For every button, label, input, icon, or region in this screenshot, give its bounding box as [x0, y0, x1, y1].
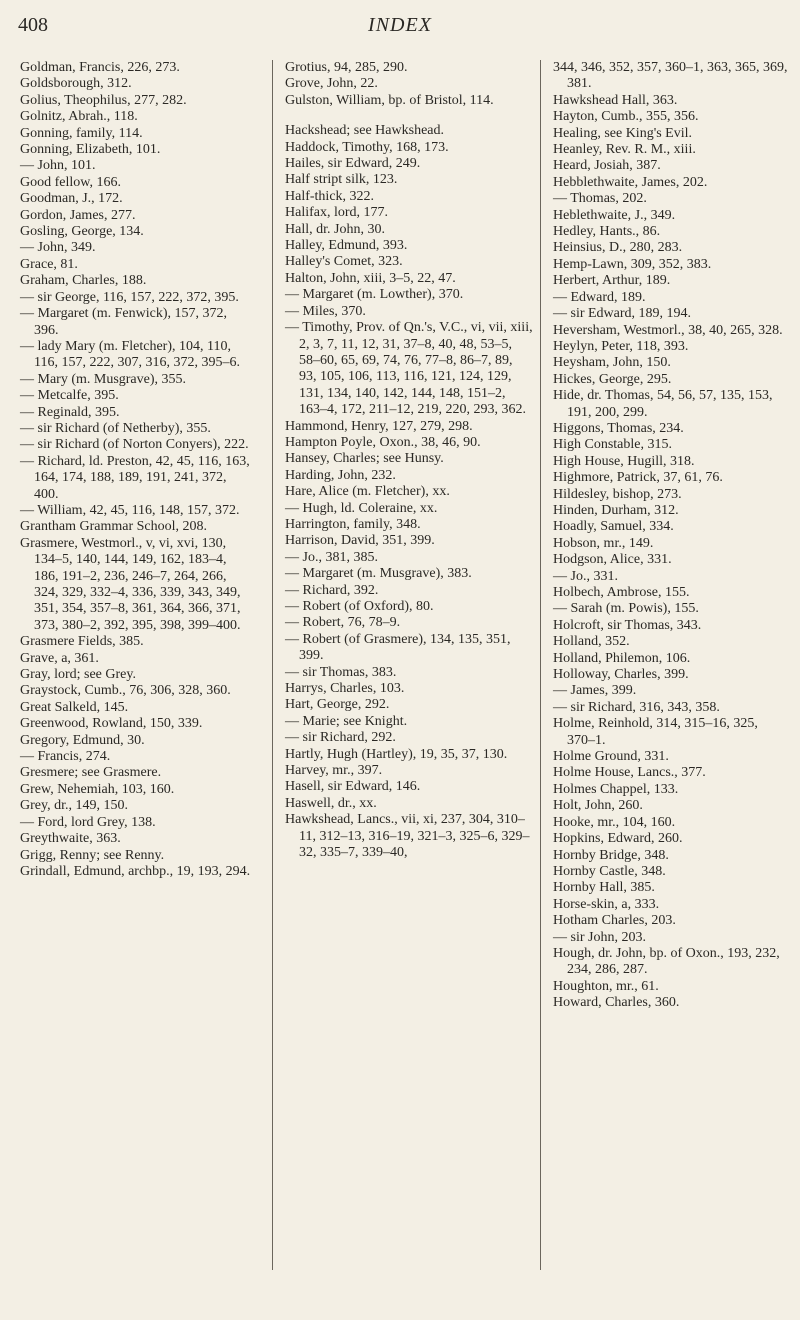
index-entry: Holme Ground, 331.: [553, 749, 669, 765]
index-entry: Hinden, Durham, 312.: [553, 502, 679, 518]
index-entry: Hornby Castle, 348.: [553, 863, 666, 879]
index-entry: Greenwood, Rowland, 150, 339.: [20, 716, 203, 732]
index-entry: Grey, dr., 149, 150.: [20, 798, 128, 814]
index-entry: Harrison, David, 351, 399.: [285, 533, 435, 549]
index-entry: Harding, John, 232.: [285, 467, 396, 483]
index-entry: Haswell, dr., xx.: [285, 795, 377, 811]
index-column-1: [20, 60, 252, 880]
index-entry: Hotham Charles, 203.: [553, 913, 676, 929]
index-column-2: [272, 60, 533, 1270]
index-entry: Great Salkeld, 145.: [20, 699, 129, 715]
index-entry: — James, 399.: [553, 683, 637, 699]
index-entry: Hobson, mr., 149.: [553, 535, 654, 551]
index-entry: — Richard, ld. Preston, 42, 45, 116, 163, 164, 174, 188, 189, 191, 241, 372, 400.: [20, 453, 250, 502]
index-entry: — sir Richard (of Norton Conyers), 222.: [20, 437, 249, 453]
index-entry: — John, 349.: [20, 240, 96, 256]
index-entry: Hoadly, Samuel, 334.: [553, 519, 674, 535]
index-entry: Holmes Chappel, 133.: [553, 781, 679, 797]
index-entry: Herbert, Arthur, 189.: [553, 273, 671, 289]
index-entry: Hansey, Charles; see Hunsy.: [285, 451, 444, 467]
index-entry: High Constable, 315.: [553, 437, 672, 453]
index-entry: — Margaret (m. Musgrave), 383.: [285, 566, 472, 582]
index-entry: Gordon, James, 277.: [20, 207, 136, 223]
index-entry: Heard, Josiah, 387.: [553, 158, 661, 174]
index-entry: Holme, Reinhold, 314, 315–16, 325, 370–1.: [553, 716, 758, 748]
index-entry: Golnitz, Abrah., 118.: [20, 109, 138, 125]
index-entry: Hickes, George, 295.: [553, 371, 672, 387]
index-entry: — Sarah (m. Powis), 155.: [553, 601, 699, 617]
index-entry: — Thomas, 202.: [553, 191, 647, 207]
index-entry: Houghton, mr., 61.: [553, 978, 659, 994]
index-entry: Halley's Comet, 323.: [285, 254, 403, 270]
index-entry: Hayton, Cumb., 355, 356.: [553, 109, 699, 125]
index-entry: 344, 346, 352, 357, 360–1, 363, 365, 369, 381.: [553, 60, 788, 92]
index-entry: Gresmere; see Grasmere.: [20, 765, 162, 781]
index-entry: Grace, 81.: [20, 256, 78, 272]
index-entry: Holland, Philemon, 106.: [553, 650, 691, 666]
index-entry: Hildesley, bishop, 273.: [553, 486, 682, 502]
index-entry: Hailes, sir Edward, 249.: [285, 156, 421, 172]
index-entry: — Ford, lord Grey, 138.: [20, 814, 156, 830]
index-entry: Heysham, John, 150.: [553, 355, 671, 371]
index-entry: Grew, Nehemiah, 103, 160.: [20, 781, 175, 797]
index-entry: — Francis, 274.: [20, 749, 111, 765]
index-entry: — Margaret (m. Lowther), 370.: [285, 287, 464, 303]
index-entry: Holbech, Ambrose, 155.: [553, 585, 690, 600]
index-entry: Hammond, Henry, 127, 279, 298.: [285, 418, 473, 434]
index-entry: — sir Richard, 316, 343, 358.: [553, 699, 720, 715]
index-entry: — sir Edward, 189, 194.: [553, 306, 692, 322]
index-entry: Hebblethwaite, James, 202.: [553, 174, 708, 190]
index-entry: Higgons, Thomas, 234.: [553, 420, 684, 436]
index-entry: Heinsius, D., 280, 283.: [553, 240, 683, 256]
index-entry: Greythwaite, 363.: [20, 831, 121, 847]
index-entry: — Jo., 331.: [553, 568, 618, 584]
index-entry: Grove, John, 22.: [285, 76, 378, 92]
index-entry: Gray, lord; see Grey.: [20, 667, 136, 683]
index-entry: Half stript silk, 123.: [285, 172, 398, 188]
index-entry: Harrington, family, 348.: [285, 516, 421, 532]
index-entry: Grotius, 94, 285, 290.: [285, 60, 408, 75]
index-entry: Grantham Grammar School, 208.: [20, 519, 208, 535]
index-entry: — John, 101.: [20, 158, 96, 174]
index-entry: Grasmere Fields, 385.: [20, 634, 144, 650]
index-entry: — Jo., 381, 385.: [285, 549, 378, 565]
index-entry: Grasmere, Westmorl., v, vi, xvi, 130, 134–5, 140, 144, 149, 162, 183–4, 186, 191–2, 236, 246–7, 264, 266, 324, 329, 332–4, 336, 339, 343, 349, 351, 354, 357–8, 361, 364, 366, 371, 373, 380–2, 392, 395, 398, 399–400.: [20, 535, 241, 633]
index-entry: — sir Thomas, 383.: [285, 664, 397, 680]
index-entry: — lady Mary (m. Fletcher), 104, 110, 116, 157, 222, 307, 316, 372, 395–6.: [20, 338, 240, 371]
index-entry: Gosling, George, 134.: [20, 224, 144, 240]
index-entry: Hare, Alice (m. Fletcher), xx.: [285, 484, 450, 500]
index-entry: Horse-skin, a, 333.: [553, 896, 660, 912]
index-entry: Gonning, family, 114.: [20, 125, 143, 141]
index-entry: Hedley, Hants., 86.: [553, 224, 661, 240]
index-entry: Hawkshead Hall, 363.: [553, 92, 678, 108]
index-entry: — Metcalfe, 395.: [20, 388, 119, 404]
index-entry: Harvey, mr., 397.: [285, 763, 383, 779]
index-entry: Hasell, sir Edward, 146.: [285, 779, 421, 795]
index-entry: Half-thick, 322.: [285, 188, 375, 204]
index-entry: Goodman, J., 172.: [20, 191, 123, 207]
index-entry: — Richard, 392.: [285, 582, 379, 598]
index-entry: Good fellow, 166.: [20, 174, 121, 190]
index-entry: Hart, George, 292.: [285, 697, 390, 713]
index-entry: — Reginald, 395.: [20, 404, 120, 420]
index-entry: Hawkshead, Lancs., vii, xi, 237, 304, 310–11, 312–13, 316–19, 321–3, 325–6, 329–32, 335–7, 339–40,: [285, 812, 530, 861]
index-entry: Graystock, Cumb., 76, 306, 328, 360.: [20, 683, 231, 699]
index-entry: Heversham, Westmorl., 38, 40, 265, 328.: [553, 322, 783, 338]
index-entry: Heblethwaite, J., 349.: [553, 207, 676, 223]
index-entry: Heanley, Rev. R. M., xiii.: [553, 142, 696, 158]
page-header: [0, 0, 800, 60]
index-entry: Harrys, Charles, 103.: [285, 681, 405, 697]
index-entry: Golius, Theophilus, 277, 282.: [20, 92, 187, 108]
index-entry: Hampton Poyle, Oxon., 38, 46, 90.: [285, 434, 481, 450]
index-entry: — Edward, 189.: [553, 289, 646, 305]
index-entry: Heylyn, Peter, 118, 393.: [553, 338, 689, 354]
index-entry: Halley, Edmund, 393.: [285, 238, 408, 254]
index-entry: — Miles, 370.: [285, 303, 366, 319]
index-entry: Hide, dr. Thomas, 54, 56, 57, 135, 153, 191, 200, 299.: [553, 388, 773, 420]
index-entry: Holcroft, sir Thomas, 343.: [553, 617, 702, 633]
index-entry: — Robert (of Oxford), 80.: [285, 599, 434, 614]
index-entry: Hornby Hall, 385.: [553, 880, 655, 896]
index-entry: — Robert, 76, 78–9.: [285, 615, 401, 631]
index-entry: — Robert (of Grasmere), 134, 135, 351, 399.: [285, 631, 511, 664]
index-entry: Halton, John, xiii, 3–5, 22, 47.: [285, 270, 456, 286]
index-entry: Hartly, Hugh (Hartley), 19, 35, 37, 130.: [285, 746, 508, 762]
index-entry: Goldsborough, 312.: [20, 76, 132, 92]
index-entry: — Margaret (m. Fenwick), 157, 372, 396.: [20, 306, 227, 338]
index-entry: Holland, 352.: [553, 634, 630, 650]
index-entry: Gulston, William, bp. of Bristol, 114.: [285, 92, 494, 108]
index-entry: High House, Hugill, 318.: [553, 453, 695, 469]
index-entry: Hodgson, Alice, 331.: [553, 552, 672, 568]
index-entry: — sir John, 203.: [553, 929, 646, 945]
index-entry: — sir Richard (of Netherby), 355.: [20, 420, 211, 436]
index-entry: Hough, dr. John, bp. of Oxon., 193, 232, 234, 286, 287.: [553, 945, 780, 978]
index-entry: Hopkins, Edward, 260.: [553, 831, 683, 847]
index-entry: — Mary (m. Musgrave), 355.: [20, 371, 187, 387]
index-entry: Hall, dr. John, 30.: [285, 221, 385, 237]
index-entry: — sir George, 116, 157, 222, 372, 395.: [20, 289, 239, 305]
index-entry: Howard, Charles, 360.: [553, 995, 680, 1011]
index-entry: Haddock, Timothy, 168, 173.: [285, 139, 449, 155]
index-entry: Graham, Charles, 188.: [20, 273, 147, 289]
page-number: 408: [18, 14, 48, 36]
index-entry: Goldman, Francis, 226, 273.: [20, 60, 180, 75]
index-entry: [285, 109, 533, 123]
index-entry: Healing, see King's Evil.: [553, 125, 692, 141]
index-entry: Grave, a, 361.: [20, 650, 99, 666]
index-entry: Gregory, Edmund, 30.: [20, 732, 145, 748]
index-entry: — William, 42, 45, 116, 148, 157, 372.: [20, 502, 240, 518]
index-entry: Hooke, mr., 104, 160.: [553, 814, 676, 830]
index-entry: — Timothy, Prov. of Qn.'s, V.C., vi, vii, xiii, 2, 3, 7, 11, 12, 31, 37–8, 40, 48, 53–5, 58–60, 65, 69, 74, 76, 77–8, 86–7, 89, 93, 105, 106, 113, 116, 121, 124, 129, 131, 134, 140, 142, 144, 148, 151–2, 163–4, 172, 211–12, 219, 220, 293, 362.: [285, 320, 533, 418]
index-entry: Hemp-Lawn, 309, 352, 383.: [553, 256, 712, 272]
index-entry: Highmore, Patrick, 37, 61, 76.: [553, 470, 723, 486]
running-title: INDEX: [368, 14, 432, 36]
index-entry: — sir Richard, 292.: [285, 730, 396, 746]
index-entry: Grigg, Renny; see Renny.: [20, 847, 165, 863]
index-entry: Grindall, Edmund, archbp., 19, 193, 294.: [20, 863, 251, 879]
index-entry: Holt, John, 260.: [553, 798, 643, 814]
index-entry: — Marie; see Knight.: [285, 713, 408, 729]
index-entry: Holme House, Lancs., 377.: [553, 765, 706, 781]
index-entry: Hornby Bridge, 348.: [553, 847, 669, 863]
index-entry: Holloway, Charles, 399.: [553, 667, 689, 683]
index-column-3: [540, 60, 788, 1270]
index-entry: Hackshead; see Hawkshead.: [285, 123, 444, 139]
index-entry: Halifax, lord, 177.: [285, 205, 389, 221]
index-entry: Gonning, Elizabeth, 101.: [20, 142, 161, 158]
index-entry: — Hugh, ld. Coleraine, xx.: [285, 500, 438, 516]
